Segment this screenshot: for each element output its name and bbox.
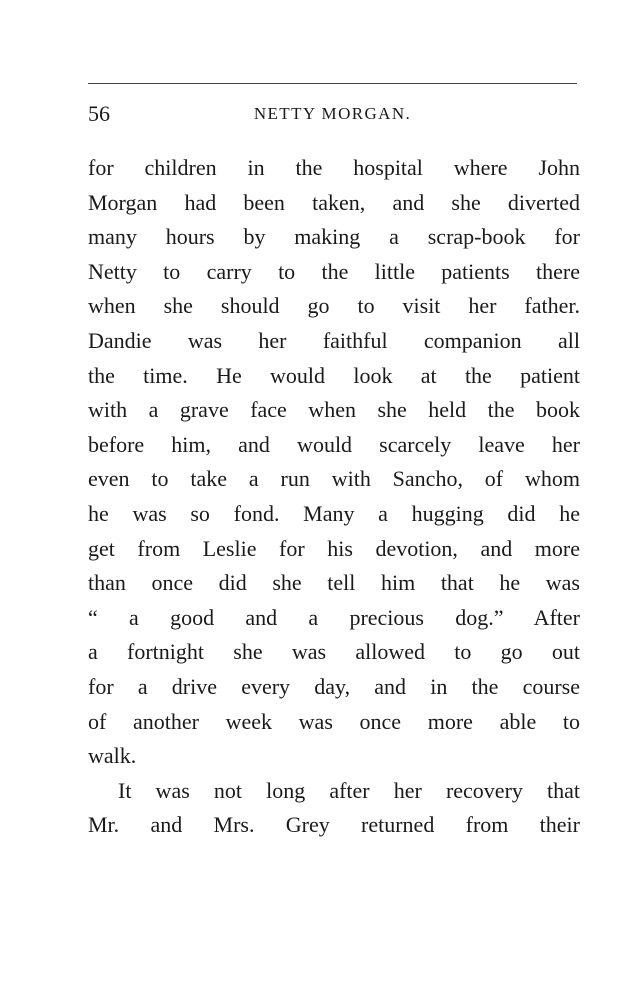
- text-line: before him, and would scarcely leave her: [88, 431, 580, 457]
- text-line: he was so fond. Many a hugging did he: [88, 500, 580, 526]
- text-line: walk.: [88, 743, 137, 769]
- text-line: than once did she tell him that he was: [88, 570, 580, 596]
- text-line: for a drive every day, and in the course: [88, 673, 580, 699]
- text-line: Mr. and Mrs. Grey returned from their: [88, 812, 580, 838]
- text-line: even to take a run with Sancho, of whom: [88, 466, 580, 492]
- text-line: when she should go to visit her father.: [88, 293, 580, 319]
- page-number: 56: [88, 101, 110, 126]
- text-line: get from Leslie for his devotion, and more: [88, 535, 580, 561]
- text-line: of another week was once more able to: [88, 708, 580, 734]
- text-line: Morgan had been taken, and she diverted: [88, 189, 580, 215]
- text-line: for children in the hospital where John: [88, 155, 580, 180]
- text-line: with a grave face when she held the book: [88, 397, 580, 423]
- text-line: many hours by making a scrap-book for: [88, 224, 580, 250]
- running-title: NETTY MORGAN.: [253, 104, 412, 123]
- header-rule: [88, 83, 577, 84]
- text-line: Dandie was her faithful companion all: [88, 327, 580, 353]
- text-line: “ a good and a precious dog.” After: [88, 604, 580, 630]
- body-text: [88, 151, 580, 843]
- page-header: [88, 98, 577, 134]
- text-line: the time. He would look at the patient: [88, 362, 580, 388]
- text-line: It was not long after her recovery that: [118, 777, 580, 803]
- text-line: a fortnight she was allowed to go out: [88, 639, 580, 665]
- text-line: Netty to carry to the little patients there: [88, 258, 580, 284]
